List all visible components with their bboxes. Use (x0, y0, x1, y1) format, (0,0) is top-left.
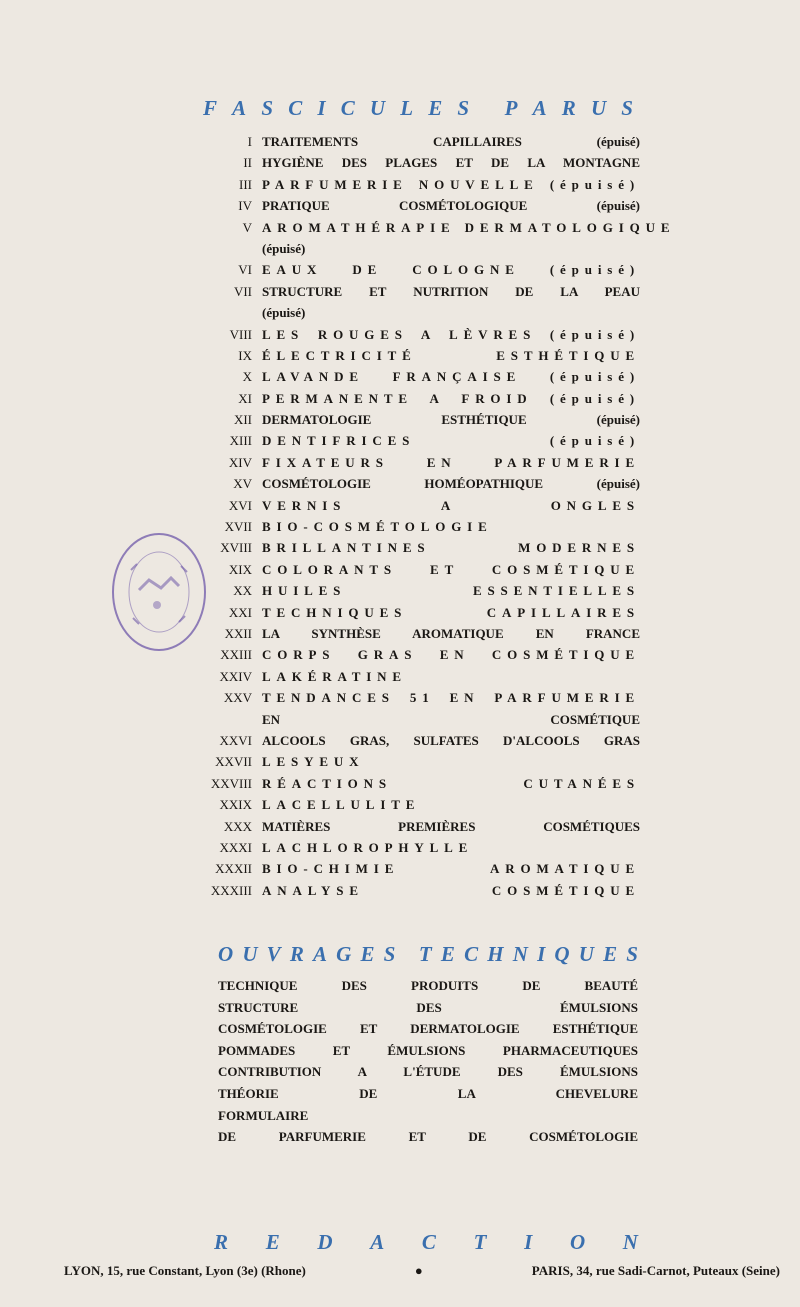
fascicule-number: XXI (228, 604, 252, 620)
fascicule-number: XIV (228, 454, 252, 470)
fascicule-title: HYGIÈNE DES PLAGES ET DE LA MONTAGNE (262, 155, 640, 171)
fascicule-number: X (242, 369, 252, 385)
fascicule-row (200, 794, 640, 815)
fascicule-row (200, 366, 640, 387)
ouvrages-heading-letter: Q (554, 942, 570, 966)
fascicules-heading-letter: I (317, 96, 326, 120)
ouvrages-heading-letter: E (360, 942, 375, 966)
fascicule-title: BIO-COSMÉTOLOGIE (262, 519, 493, 535)
fascicule-row (200, 837, 640, 858)
fascicule-title: LES ROUGES A LÈVRES (épuisé) (262, 326, 640, 342)
fascicule-title: LESYEUX (262, 754, 365, 770)
redaction-heading-letter: R (214, 1230, 229, 1254)
fascicule-number: XXXIII (210, 882, 252, 898)
fascicules-heading-letter (484, 96, 489, 121)
fascicules-heading-letter: U (590, 96, 607, 120)
fascicule-row (200, 324, 640, 345)
fascicule-row (200, 666, 640, 687)
ouvrages-heading-letter: R (289, 942, 304, 966)
fascicule-title: ALCOOLS GRAS, SULFATES D'ALCOOLS GRAS (262, 732, 640, 748)
ouvrage-title: DE PARFUMERIE ET DE COSMÉTOLOGIE (218, 1129, 638, 1145)
fascicule-number: XXX (223, 818, 252, 834)
fascicule-row (200, 238, 640, 259)
ouvrages-heading-letter: E (603, 942, 618, 966)
footer-address (64, 1263, 780, 1279)
fascicule-title: LAKÉRATINE (262, 668, 407, 684)
fascicule-title: (épuisé) (262, 240, 306, 256)
fascicules-heading-letter: E (428, 96, 443, 120)
ouvrage-title: CONTRIBUTION A L'ÉTUDE DES ÉMULSIONS (218, 1064, 638, 1080)
ouvrages-heading-letter: O (218, 942, 234, 966)
fascicule-number: XXIV (219, 668, 252, 684)
fascicules-heading-letter: P (504, 96, 518, 120)
fascicule-row (200, 709, 640, 730)
fascicule-number: II (243, 155, 252, 171)
fascicule-title: HUILES ESSENTIELLES (262, 583, 640, 599)
ouvrages-heading-letter: U (242, 942, 258, 966)
fascicule-row (200, 195, 640, 216)
ouvrage-title: POMMADES ET ÉMULSIONS PHARMACEUTIQUES (218, 1042, 638, 1058)
fascicule-row (200, 730, 640, 751)
fascicules-heading-letter: A (532, 96, 547, 120)
redaction-heading-letter: C (421, 1230, 436, 1254)
lyon-address: LYON, 15, rue Constant, Lyon (3e) (Rhone) (64, 1263, 306, 1278)
fascicule-row (200, 302, 640, 323)
ouvrage-title: COSMÉTOLOGIE ET DERMATOLOGIE ESTHÉTIQUE (218, 1021, 638, 1037)
fascicule-number: VI (238, 262, 252, 278)
fascicules-heading-letter: S (457, 96, 470, 120)
fascicule-row (200, 516, 640, 537)
fascicule-row (200, 388, 640, 409)
fascicule-title: LA SYNTHÈSE AROMATIQUE EN FRANCE (262, 625, 640, 641)
fascicule-title: TRAITEMENTS CAPILLAIRES (épuisé) (262, 134, 640, 149)
fascicule-number: VIII (229, 326, 252, 342)
redaction-heading-letter: N (622, 1230, 638, 1254)
fascicule-title: LAVANDE FRANÇAISE (épuisé) (262, 369, 640, 385)
fascicule-title: LACELLULITE (262, 797, 421, 813)
fascicule-row (200, 409, 640, 430)
fascicule-title: RÉACTIONS CUTANÉES (262, 775, 640, 791)
fascicule-title: ANALYSE COSMÉTIQUE (262, 882, 640, 898)
redaction-heading-letter: A (370, 1230, 385, 1254)
fascicule-row (200, 345, 640, 366)
fascicule-number: XV (233, 476, 252, 492)
fascicule-number: XXVII (215, 754, 252, 770)
fascicules-heading-letter: S (621, 96, 633, 120)
ouvrages-heading-letter: E (440, 942, 455, 966)
fascicule-row (200, 880, 640, 901)
fascicule-number: XXV (223, 690, 252, 706)
fascicule-row (200, 430, 640, 451)
redaction-heading-letter: O (569, 1230, 586, 1254)
fascicules-heading-letter: U (369, 96, 386, 120)
fascicule-number: XXIX (219, 797, 252, 813)
ouvrage-title: STRUCTURE DES ÉMULSIONS (218, 999, 638, 1015)
fascicule-row (200, 152, 640, 173)
fascicule-title: PERMANENTE A FROID (épuisé) (262, 390, 640, 406)
fascicule-row (200, 602, 640, 623)
fascicule-number: I (247, 134, 252, 149)
fascicule-row (200, 259, 640, 280)
fascicule-row (200, 816, 640, 837)
fascicules-list (200, 131, 676, 901)
fascicule-row (200, 174, 640, 195)
fascicules-heading (203, 96, 633, 121)
separator-bullet: ● (414, 1263, 423, 1278)
ouvrages-heading-letter: I (537, 942, 546, 966)
fascicule-row (200, 217, 676, 238)
fascicule-number: XIX (228, 561, 252, 577)
fascicule-row (200, 559, 640, 580)
fascicule-title: EAUX DE COLOGNE (épuisé) (262, 262, 640, 278)
fascicule-number: XVIII (220, 540, 252, 556)
redaction-heading-letter: T (473, 1230, 487, 1254)
fascicule-title: EN COSMÉTIQUE (262, 711, 640, 727)
fascicule-title: PRATIQUE COSMÉTOLOGIQUE (épuisé) (262, 198, 640, 214)
paris-address: PARIS, 34, rue Sadi-Carnot, Puteaux (Seine) (531, 1263, 780, 1278)
fascicule-row (200, 473, 640, 494)
fascicule-title: BRILLANTINES MODERNES (262, 540, 640, 556)
fascicule-title: COSMÉTOLOGIE HOMÉOPATHIQUE (épuisé) (262, 476, 640, 492)
fascicule-number: XI (238, 390, 252, 406)
redaction-heading-letter: E (265, 1230, 280, 1254)
fascicules-heading-letter: C (340, 96, 355, 120)
ouvrages-heading-letter: G (336, 942, 352, 966)
fascicule-row (200, 751, 640, 772)
ouvrages-heading-letter: U (578, 942, 594, 966)
fascicule-number: XVI (228, 497, 252, 513)
fascicules-heading-letter: L (400, 96, 414, 120)
ouvrage-title: THÉORIE DE LA CHEVELURE (218, 1085, 638, 1101)
fascicule-number: V (242, 219, 252, 235)
fascicule-title: AROMATHÉRAPIE DERMATOLOGIQUE (262, 219, 676, 235)
fascicule-title: ÉLECTRICITÉ ESTHÉTIQUE (262, 347, 640, 363)
fascicule-row (200, 623, 640, 644)
ouvrages-list (218, 975, 638, 1148)
fascicule-row (200, 281, 640, 302)
fascicule-title: (épuisé) (262, 305, 306, 321)
ouvrages-heading-letter: H (487, 942, 504, 966)
ouvrage-title: TECHNIQUE DES PRODUITS DE BEAUTÉ (218, 978, 638, 993)
fascicule-title: TECHNIQUES CAPILLAIRES (262, 604, 640, 620)
fascicules-heading-letter: F (203, 96, 218, 120)
fascicule-title: LACHLOROPHYLLE (262, 839, 474, 855)
library-stamp (109, 530, 209, 654)
fascicules-heading-letter: A (232, 96, 247, 120)
fascicules-heading-letter: R (561, 96, 576, 120)
fascicule-title: TENDANCES 51 EN PARFUMERIE (262, 690, 640, 706)
fascicule-row (200, 537, 640, 558)
fascicule-title: FIXATEURS EN PARFUMERIE (262, 454, 640, 470)
fascicule-number: III (239, 176, 252, 192)
fascicule-title: STRUCTURE ET NUTRITION DE LA PEAU (262, 283, 640, 299)
fascicule-row (200, 452, 640, 473)
fascicule-title: DERMATOLOGIE ESTHÉTIQUE (épuisé) (262, 412, 640, 428)
fascicules-heading-letter: S (261, 96, 274, 120)
ouvrages-heading-letter: V (266, 942, 281, 966)
ouvrages-heading-letter: S (383, 942, 396, 966)
ouvrages-heading-letter: C (464, 942, 479, 966)
ouvrages-heading (218, 942, 638, 967)
redaction-heading (214, 1230, 638, 1255)
ouvrage-title: FORMULAIRE (218, 1107, 309, 1123)
fascicule-number: XVII (224, 519, 252, 535)
fascicule-title: CORPS GRAS EN COSMÉTIQUE (262, 647, 640, 663)
fascicule-row (200, 644, 640, 665)
ouvrages-heading-letter: T (418, 942, 432, 966)
fascicule-number: VII (233, 283, 252, 299)
fascicule-number: XXIII (220, 647, 252, 663)
redaction-heading-letter: I (524, 1230, 533, 1254)
fascicule-row (200, 687, 640, 708)
fascicule-title: PARFUMERIE NOUVELLE (épuisé) (262, 176, 640, 192)
fascicule-title: COLORANTS ET COSMÉTIQUE (262, 561, 640, 577)
fascicule-row (200, 495, 640, 516)
fascicule-number: XXXI (219, 839, 252, 855)
ouvrages-heading-letter (405, 942, 410, 967)
fascicule-number: XXVIII (210, 775, 252, 791)
fascicule-number: IX (238, 347, 252, 363)
fascicule-row (200, 773, 640, 794)
fascicules-heading-letter: C (288, 96, 303, 120)
fascicule-row (200, 131, 640, 152)
fascicule-number: XII (233, 412, 252, 428)
fascicule-number: XXII (224, 625, 252, 641)
fascicule-row (200, 580, 640, 601)
fascicule-row (200, 858, 640, 879)
ouvrages-heading-letter: S (626, 942, 638, 966)
ouvrages-heading-letter: N (512, 942, 528, 966)
fascicule-title: MATIÈRES PREMIÈRES COSMÉTIQUES (262, 818, 640, 834)
fascicule-title: BIO-CHIMIE AROMATIQUE (262, 861, 640, 877)
fascicule-number: XXVI (219, 732, 252, 748)
fascicule-number: IV (238, 198, 252, 214)
fascicule-number: XXXII (215, 861, 252, 877)
fascicule-title: DENTIFRICES (épuisé) (262, 433, 640, 449)
fascicule-number: XIII (229, 433, 252, 449)
fascicule-number: XX (233, 583, 252, 599)
ouvrages-heading-letter: A (313, 942, 328, 966)
redaction-heading-letter: D (317, 1230, 333, 1254)
fascicule-title: VERNIS A ONGLES (262, 497, 640, 513)
